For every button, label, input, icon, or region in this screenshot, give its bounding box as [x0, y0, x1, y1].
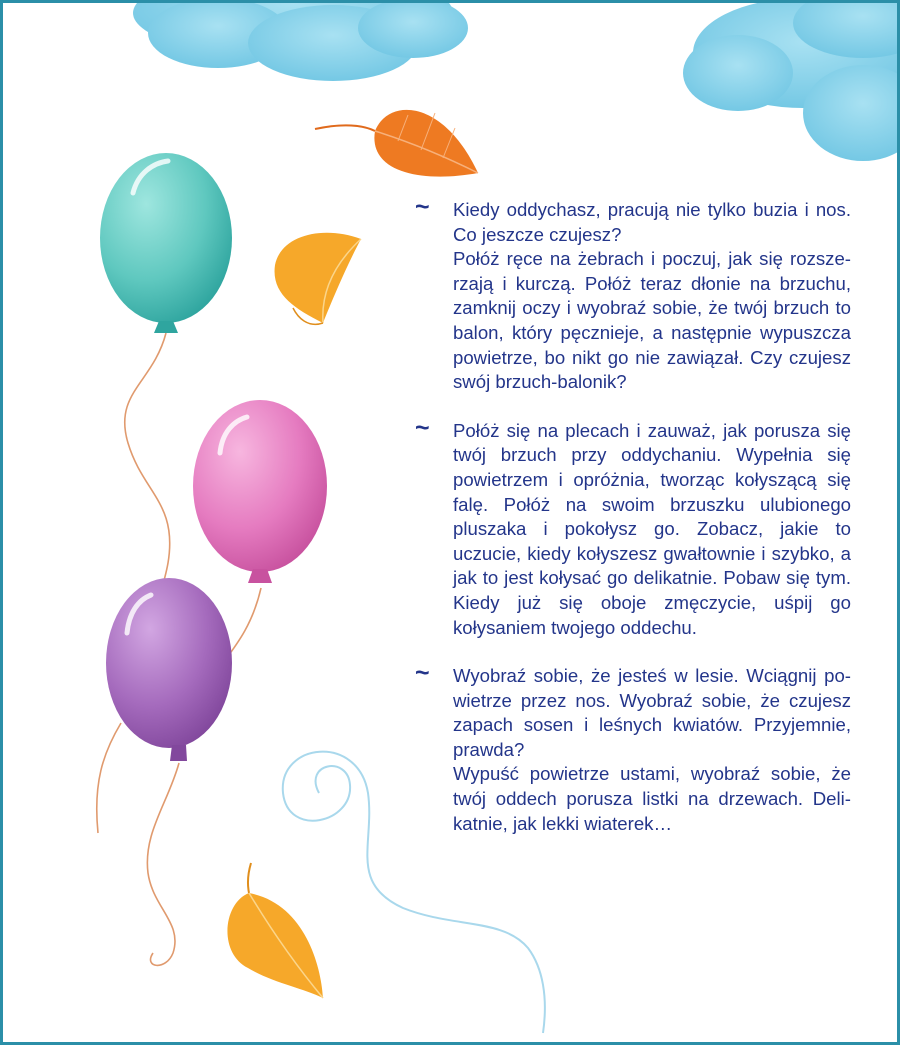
item-paragraph: Wyobraź sobie, że jesteś w lesie. Wciągnij powietrze przez nos. Wyobraź sobie, że czujesz zapach sosen i leśnych kwiatów. Przyjemnie, prawda?: [453, 665, 851, 760]
item-paragraph: Wypuść powietrze ustami, wyobraź sobie, że twój oddech porusza listki na drzewach. Delikatnie, jak lekki wiaterek…: [453, 763, 851, 834]
yellow-leaf-icon: [227, 863, 323, 998]
item-paragraph: Kiedy oddychasz, pracują nie tylko buzia i nos. Co jeszcze czujesz?: [453, 199, 851, 245]
tilde-bullet-icon: ~: [415, 659, 430, 688]
instructions-column: [415, 193, 851, 860]
item-paragraph: Połóż się na plecach i zauważ, jak porusza się twój brzuch przy oddychaniu. Wypełnia się powietrzem i opróżnia, tworząc kołyszącą się falę. Połóż na swoim brzuszku ulubionego pluszaka i pokołysz go. Zobacz, jakie to uczucie, kiedy kołyszesz gwałtownie i szybko, a jak to jest kołysać go delikatnie. Pobaw się tym. Kiedy już się oboje zmęczycie, uśpij go kołysaniem twojego oddechu.: [453, 419, 851, 638]
tilde-bullet-icon: ~: [415, 193, 430, 221]
list-item: [415, 413, 851, 640]
purple-balloon-icon: [106, 578, 232, 761]
tilde-bullet-icon: ~: [415, 413, 430, 442]
balloon-string-icon: [97, 723, 121, 833]
cloud-right-icon: [683, 3, 897, 161]
list-item: [415, 193, 851, 395]
list-item: [415, 659, 851, 836]
orange-leaf-icon: [315, 110, 478, 177]
cloud-left-icon: [133, 3, 468, 81]
balloon-string-icon: [147, 763, 179, 965]
pink-balloon-icon: [193, 400, 327, 583]
yellow-leaf-icon: [275, 233, 361, 325]
teal-balloon-icon: [100, 153, 232, 333]
item-paragraph: Połóż ręce na żebrach i poczuj, jak się rozszerzają i kurczą. Połóż teraz dłonie na brzuchu, zamknij oczy i wyobraź sobie, że twój brzuch to balon, który pęcznieje, a następnie wypuszcza powietrze, bo nikt go nie zawiązał. Czy czujesz swój brzuch-balonik?: [453, 248, 851, 393]
